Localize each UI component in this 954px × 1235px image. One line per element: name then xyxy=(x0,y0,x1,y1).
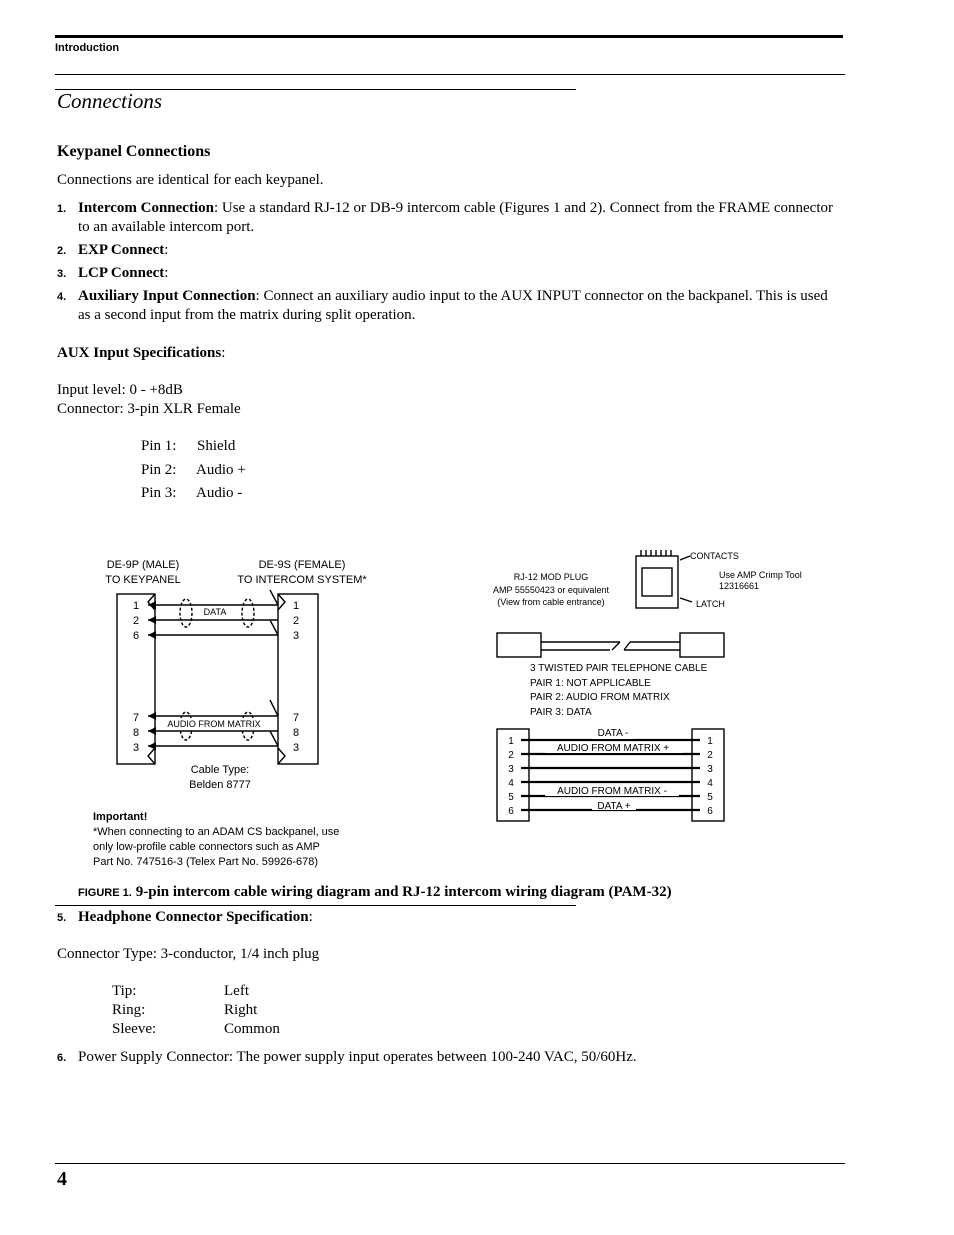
right-pin-1: 1 xyxy=(292,600,300,612)
item-2 xyxy=(78,241,168,260)
item-1-title: Intercom Connection xyxy=(78,200,214,216)
item-5-text: : xyxy=(308,909,313,925)
item-4-title: Auxiliary Input Connection xyxy=(78,288,256,304)
headphone-type: Connector Type: 3-conductor, 1/4 inch plug xyxy=(57,946,320,962)
rj-right-pin-2: 2 xyxy=(707,750,713,761)
twisted-line-4: PAIR 3: DATA xyxy=(530,707,592,718)
crimp-line-1: Use AMP Crimp Tool xyxy=(719,570,802,580)
item-3 xyxy=(78,264,168,283)
item-1-text: : Use a standard RJ-12 or DB-9 intercom cable (Figures 1 and 2). Connect from the FRAME connector to an available intercom port. xyxy=(78,200,833,235)
rj-label-data-minus: DATA - xyxy=(597,728,629,739)
sleeve-label: Sleeve: xyxy=(112,1021,157,1037)
aux-heading-text: AUX Input Specifications xyxy=(57,345,222,361)
rj-label-audio-plus: AUDIO FROM MATRIX + xyxy=(556,743,670,754)
latch-label: LATCH xyxy=(696,599,725,609)
item-3-text: : xyxy=(164,265,169,281)
rj12-plug-left xyxy=(497,633,541,657)
pin-2-label: Pin 2: xyxy=(141,462,177,478)
rj-left-pin-1: 1 xyxy=(508,736,514,747)
figure-caption-label: FIGURE 1. xyxy=(78,887,132,899)
important-line-3: Part No. 747516-3 (Telex Part No. 59926-678) xyxy=(93,856,319,868)
crimp-line-2: 12316661 xyxy=(719,581,760,591)
pin-2-value: Audio + xyxy=(196,462,246,478)
ring-label: Ring: xyxy=(112,1002,146,1018)
tip-value: Left xyxy=(224,983,249,999)
item-2-number: 2. xyxy=(57,245,67,257)
twisted-line-1: 3 TWISTED PAIR TELEPHONE CABLE xyxy=(530,663,708,674)
rj12-label-2: AMP 55550423 or equivalent xyxy=(493,585,609,595)
rj-right-pin-6: 6 xyxy=(707,806,713,817)
page-title: Connections xyxy=(57,89,162,113)
item-4-number: 4. xyxy=(57,291,67,303)
item-6-text: Power Supply Connector: The power supply input operates between 100-240 VAC, 50/60Hz. xyxy=(78,1049,637,1065)
figure-caption xyxy=(78,883,672,901)
aux-connector: Connector: 3-pin XLR Female xyxy=(57,401,241,417)
pin-3-value: Audio - xyxy=(196,485,243,501)
item-5-number: 5. xyxy=(57,912,67,924)
left-pin-4: 7 xyxy=(132,712,140,724)
item-3-number: 3. xyxy=(57,268,67,280)
contacts-label: CONTACTS xyxy=(690,551,739,561)
header-rule xyxy=(55,35,843,38)
rj-label-data-plus: DATA + xyxy=(597,801,631,812)
page-number: 4 xyxy=(57,1168,67,1190)
important-title: Important! xyxy=(93,811,148,823)
item-5 xyxy=(78,908,313,927)
rj-right-pin-1: 1 xyxy=(707,736,713,747)
rj12-label-1: RJ-12 MOD PLUG xyxy=(513,572,589,582)
wiring-diagram xyxy=(0,540,954,880)
right-pin-6: 3 xyxy=(292,742,300,754)
left-pin-6: 3 xyxy=(132,742,140,754)
figure-caption-text: 9-pin intercom cable wiring diagram and RJ-12 intercom wiring diagram (PAM-32) xyxy=(135,884,672,900)
right-pin-2: 2 xyxy=(292,615,300,627)
right-pin-3: 3 xyxy=(292,630,300,642)
rj-left-pin-5: 5 xyxy=(508,792,514,803)
ring-value: Right xyxy=(224,1002,258,1018)
right-pin-5: 8 xyxy=(292,727,300,739)
running-header: Introduction xyxy=(55,42,120,54)
sleeve-value: Common xyxy=(224,1021,280,1037)
item-2-title: EXP Connect xyxy=(78,242,165,258)
rj-left-pin-4: 4 xyxy=(508,778,514,789)
section-subtitle: Keypanel Connections xyxy=(57,143,211,160)
tip-label: Tip: xyxy=(112,983,137,999)
caption-rule xyxy=(55,905,576,906)
item-6-number: 6. xyxy=(57,1052,67,1064)
rj-label-audio-minus: AUDIO FROM MATRIX - xyxy=(557,786,667,797)
de9s-label-2: TO INTERCOM SYSTEM* xyxy=(237,574,367,586)
left-pin-2: 2 xyxy=(132,615,140,627)
rj12-label-3: (View from cable entrance) xyxy=(497,597,605,607)
item-3-title: LCP Connect xyxy=(78,265,165,281)
cable-type-1: Cable Type: xyxy=(190,764,250,776)
de9p-label-1: DE-9P (MALE) xyxy=(106,559,180,571)
left-pin-1: 1 xyxy=(132,600,140,612)
twisted-line-2: PAIR 1: NOT APPLICABLE xyxy=(530,678,651,689)
audio-wire-label: AUDIO FROM MATRIX xyxy=(167,719,261,729)
left-pin-3: 6 xyxy=(132,630,140,642)
aux-heading-colon: : xyxy=(221,345,226,361)
rj-right-pin-4: 4 xyxy=(707,778,713,789)
rj-left-pin-2: 2 xyxy=(508,750,514,761)
right-pin-4: 7 xyxy=(292,712,300,724)
footer-rule xyxy=(55,1163,845,1164)
pin-1-value: Shield xyxy=(197,438,236,454)
rj12-plug-right xyxy=(680,633,724,657)
item-4 xyxy=(78,287,838,325)
aux-heading xyxy=(57,344,225,363)
item-5-title: Headphone Connector Specification xyxy=(78,909,309,925)
data-wire-label: DATA xyxy=(203,607,227,617)
item-4-text: : Connect an auxiliary audio input to the AUX INPUT connector on the backpanel. This is used as a second input from the matrix during split operation. xyxy=(78,288,828,323)
left-pin-5: 8 xyxy=(132,727,140,739)
item-2-text: : xyxy=(164,242,169,258)
rj-right-pin-3: 3 xyxy=(707,764,713,775)
item-1-number: 1. xyxy=(57,203,67,215)
intro-text: Connections are identical for each keypanel. xyxy=(57,172,324,188)
aux-input-level: Input level: 0 - +8dB xyxy=(57,382,183,398)
cable-type-2: Belden 8777 xyxy=(189,779,251,791)
section-rule-top xyxy=(55,74,845,75)
important-line-1: *When connecting to an ADAM CS backpanel, use xyxy=(93,826,340,838)
de9p-label-2: TO KEYPANEL xyxy=(105,574,181,586)
rj-left-pin-6: 6 xyxy=(508,806,514,817)
item-1 xyxy=(78,199,838,237)
de9s-label-1: DE-9S (FEMALE) xyxy=(258,559,346,571)
pin-1-label: Pin 1: xyxy=(141,438,177,454)
pin-3-label: Pin 3: xyxy=(141,485,177,501)
rj-left-pin-3: 3 xyxy=(508,764,514,775)
twisted-line-3: PAIR 2: AUDIO FROM MATRIX xyxy=(530,692,670,703)
important-line-2: only low-profile cable connectors such as AMP xyxy=(93,841,320,853)
rj-right-pin-5: 5 xyxy=(707,792,713,803)
